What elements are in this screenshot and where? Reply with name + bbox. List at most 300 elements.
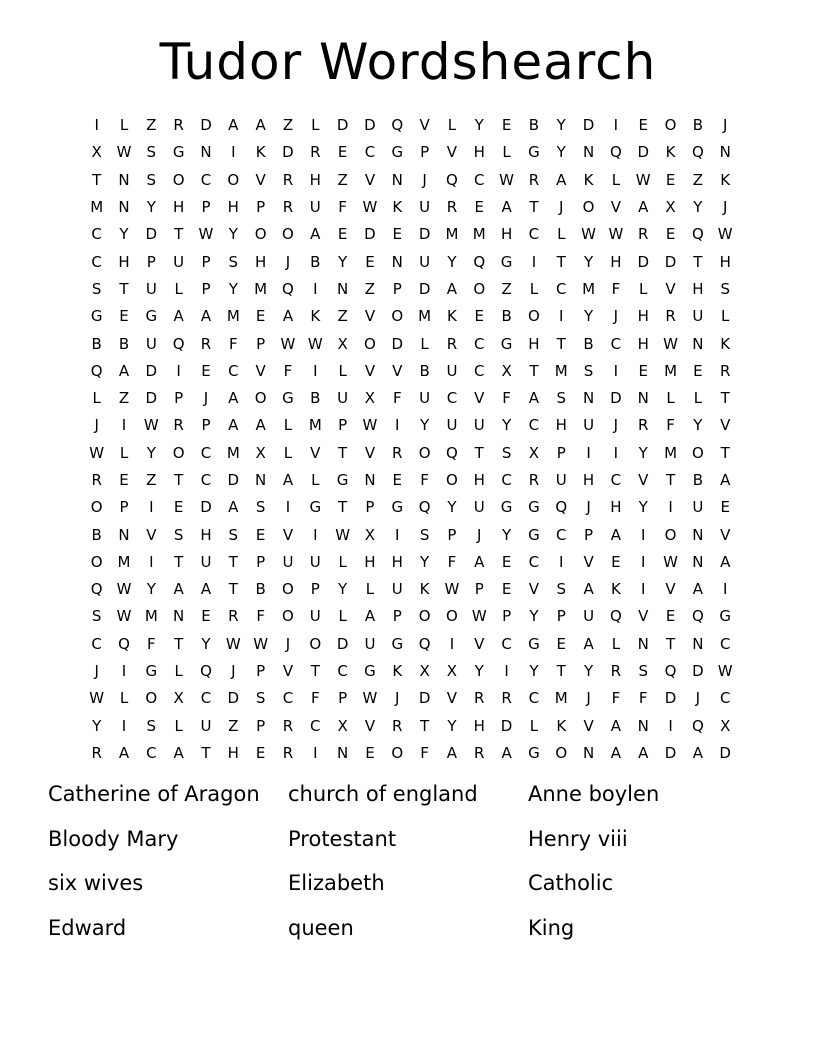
grid-letter: W [253,634,269,653]
grid-letter: Y [447,252,457,271]
grid-letter: A [228,116,239,135]
grid-letter: A [501,198,512,217]
grid-letter: L [119,689,129,708]
grid-letter: Q [418,634,431,653]
word-list-item: Bloody Mary [48,826,179,851]
grid-letter: J [203,389,209,408]
grid-letter: T [720,389,730,408]
grid-letter: U [309,552,321,571]
grid-letter: P [256,198,266,217]
grid-letter: Z [364,279,376,298]
grid-letter: L [174,279,183,298]
grid-letter: E [638,116,648,135]
grid-letter: S [173,525,184,544]
grid-letter: O [227,170,240,189]
grid-letter: M [144,607,158,626]
grid-letter: R [282,170,294,189]
grid-letter: S [91,607,102,626]
grid-letter: Z [282,116,294,135]
grid-letter: O [418,443,431,462]
grid-letter: V [364,307,376,326]
grid-letter: O [364,334,376,353]
grid-letter: T [174,634,184,653]
grid-letter: W [116,580,132,599]
grid-letter: E [720,498,730,517]
grid-letter: E [255,307,266,326]
grid-letter: N [637,634,649,653]
grid-letter: B [91,334,102,353]
grid-letter: H [610,498,622,517]
grid-letter: L [447,116,457,135]
grid-letter: A [474,552,485,571]
grid-letter: C [91,634,102,653]
grid-letter: M [472,225,486,244]
grid-row [83,440,739,467]
grid-letter: W [635,170,651,189]
grid-letter: J [285,634,291,653]
grid-letter: L [502,143,511,162]
grid-letter: E [201,607,211,626]
grid-letter: I [176,361,181,380]
grid-letter: R [665,307,676,326]
word-list-item: Anne boylen [528,782,660,806]
grid-letter: Y [583,307,594,326]
grid-letter: Z [146,116,157,135]
grid-row [83,467,739,494]
grid-letter: F [447,552,457,571]
grid-letter: I [395,525,400,544]
grid-row [83,494,739,521]
grid-letter: V [255,170,266,189]
grid-letter: L [529,716,539,735]
grid-letter: T [665,634,676,653]
grid-letter: T [228,552,238,571]
grid-letter: P [338,416,348,435]
grid-letter: U [200,552,212,571]
grid-letter: G [172,143,185,162]
word-list-item: church of england [288,782,478,806]
grid-letter: V [364,170,376,189]
grid-letter: N [118,198,130,217]
grid-letter: H [610,252,622,271]
grid-letter: T [420,716,430,735]
grid-letter: D [282,143,294,162]
grid-letter: L [639,279,648,298]
grid-letter: Z [118,389,130,408]
grid-letter: U [419,389,431,408]
grid-letter: Y [447,716,457,735]
grid-letter: O [254,225,267,244]
grid-row [83,658,739,685]
grid-letter: A [610,743,622,762]
word-list-item: Henry viii [528,826,628,851]
grid-letter: L [311,471,320,489]
grid-letter: K [610,580,621,599]
grid-letter: D [610,389,622,408]
grid-letter: Y [447,498,457,517]
grid-letter: H [692,279,704,298]
grid-letter: Y [556,143,566,162]
grid-letter: C [200,443,212,462]
grid-letter: S [583,361,594,380]
grid-letter: P [201,416,211,435]
grid-letter: W [471,607,487,626]
grid-letter: M [664,361,678,380]
grid-letter: Z [692,170,704,189]
grid-letter: G [528,743,540,762]
grid-letter: P [392,607,402,626]
grid-letter: A [173,307,184,326]
grid-letter: V [638,607,649,626]
grid-letter: R [719,361,731,380]
grid-letter: S [720,279,730,298]
grid-letter: P [392,279,402,298]
grid-letter: L [338,361,347,380]
grid-letter: A [638,198,649,217]
grid-letter: G [528,525,540,544]
grid-letter: S [228,252,239,271]
grid-letter: M [226,307,240,326]
grid-letter: B [501,307,512,326]
grid-letter: P [556,443,566,462]
grid-letter: A [118,743,130,762]
grid-letter: D [336,634,349,653]
grid-letter: C [556,279,567,298]
grid-letter: N [118,525,130,544]
grid-row [83,303,739,330]
grid-letter: F [338,198,347,217]
grid-letter: O [528,307,540,326]
grid-letter: D [637,143,649,162]
grid-letter: E [365,743,375,762]
grid-letter: P [310,580,320,599]
grid-letter: T [556,334,566,353]
grid-letter: N [391,252,403,271]
grid-letter: Y [420,416,430,435]
grid-letter: H [473,716,485,735]
grid-letter: A [200,580,212,599]
grid-row [83,603,739,630]
grid-letter: E [501,580,512,599]
grid-letter: Z [146,471,157,489]
grid-letter: G [528,634,540,653]
grid-letter: A [255,116,266,135]
grid-letter: A [720,471,731,489]
grid-letter: O [391,307,404,326]
grid-row [83,358,739,385]
grid-letter: B [419,361,430,380]
grid-letter: D [500,716,513,735]
grid-letter: Y [638,443,648,462]
grid-letter: W [362,689,378,708]
grid-letter: A [173,743,184,762]
grid-letter: W [116,607,132,626]
grid-letter: L [174,716,183,735]
grid-letter: R [392,443,403,462]
grid-letter: W [717,225,733,244]
grid-letter: V [255,361,266,380]
grid-letter: T [556,252,566,271]
grid-letter: P [420,143,430,162]
grid-letter: V [364,716,376,735]
grid-letter: N [337,743,349,762]
grid-letter: U [145,334,157,353]
grid-letter: W [335,525,351,544]
grid-letter: V [474,389,485,408]
grid-letter: V [583,552,594,571]
grid-letter: E [255,743,266,762]
grid-letter: E [337,225,348,244]
grid-letter: S [146,170,157,189]
grid-letter: F [392,389,402,408]
grid-letter: C [474,170,485,189]
grid-letter: A [228,416,239,435]
grid-letter: S [146,716,157,735]
grid-letter: Q [391,116,404,135]
grid-letter: C [474,361,485,380]
grid-letter: P [256,334,266,353]
grid-letter: V [474,634,485,653]
grid-letter: D [664,252,677,271]
grid-letter: H [309,170,321,189]
grid-letter: C [474,334,485,353]
grid-letter: I [313,361,318,380]
grid-letter: T [310,662,320,681]
grid-letter: I [313,525,318,544]
grid-letter: U [309,607,321,626]
grid-letter: O [172,443,185,462]
grid-row [83,631,739,658]
grid-letter: G [90,307,103,326]
grid-letter: U [555,471,567,489]
grid-letter: C [91,225,102,244]
grid-letter: E [392,471,403,489]
grid-letter: G [391,498,404,517]
grid-letter: A [282,307,294,326]
grid-letter: X [91,143,102,162]
grid-letter: I [641,580,646,599]
grid-letter: I [559,307,564,326]
grid-letter: H [473,143,485,162]
grid-letter: F [147,634,156,653]
grid-letter: T [665,471,676,489]
grid-letter: U [473,498,485,517]
grid-letter: I [121,716,127,735]
grid-letter: R [474,689,485,708]
grid-letter: P [474,580,484,599]
grid-letter: C [556,525,567,544]
grid-letter: V [720,416,731,435]
grid-letter: H [254,252,267,271]
grid-letter: T [92,170,102,189]
grid-letter: N [692,334,704,353]
grid-letter: Y [146,443,156,462]
grid-letter: X [337,334,348,353]
grid-letter: O [309,634,322,653]
grid-row [83,412,739,439]
grid-letter: B [528,116,540,135]
grid-letter: J [231,662,236,681]
grid-letter: O [282,580,294,599]
grid-letter: I [641,525,646,544]
grid-letter: A [200,307,212,326]
grid-letter: N [719,143,731,162]
grid-letter: S [255,498,266,517]
grid-letter: O [145,689,158,708]
grid-letter: W [581,225,596,244]
grid-letter: R [282,198,294,217]
grid-letter: T [556,662,566,681]
grid-letter: T [228,580,238,599]
grid-letter: C [719,689,731,708]
grid-letter: R [638,416,649,435]
grid-letter: W [663,334,678,353]
grid-letter: Q [473,252,486,271]
grid-letter: O [473,279,486,298]
grid-letter: F [228,334,238,353]
grid-letter: A [446,743,458,762]
grid-letter: C [610,471,622,489]
grid-letter: A [610,525,622,544]
grid-letter: E [665,225,676,244]
grid-letter: E [119,307,129,326]
grid-letter: H [227,198,239,217]
grid-letter: R [282,716,294,735]
grid-letter: I [94,116,99,135]
grid-letter: E [501,552,512,571]
grid-letter: H [173,198,185,217]
grid-letter: C [146,743,157,762]
grid-letter: I [149,498,154,517]
grid-letter: R [91,743,102,762]
grid-letter: P [447,525,457,544]
word-list-item: six wives [48,871,144,896]
grid-letter: H [528,334,540,353]
page-title: Tudor Wordshearch [159,33,657,91]
grid-letter: I [231,143,236,162]
grid-letter: T [529,198,539,217]
grid-letter: M [308,416,322,435]
grid-letter: D [418,689,431,708]
grid-letter: G [500,252,513,271]
grid-letter: C [310,716,321,735]
word-list-item: King [528,916,575,941]
grid-letter: H [719,252,731,271]
grid-letter: E [255,525,266,544]
grid-letter: C [200,170,212,189]
grid-letter: E [638,361,648,380]
grid-letter: Y [201,634,211,653]
grid-letter: U [145,279,157,298]
grid-letter: N [582,743,595,762]
grid-letter: G [282,389,294,408]
grid-letter: R [528,170,540,189]
grid-letter: L [529,279,539,298]
grid-letter: X [446,662,458,681]
grid-letter: O [90,498,103,517]
grid-letter: D [145,225,158,244]
grid-letter: N [364,471,376,489]
grid-letter: V [720,525,731,544]
grid-letter: J [395,689,400,708]
grid-letter: U [583,607,595,626]
grid-letter: U [337,389,349,408]
grid-letter: I [586,443,591,462]
grid-letter: E [474,307,484,326]
grid-letter: N [391,170,403,189]
grid-letter: V [638,471,649,489]
grid-letter: D [364,225,376,244]
grid-letter: X [720,716,731,735]
grid-letter: K [419,580,430,599]
grid-letter: H [637,334,649,353]
grid-row [83,167,739,194]
grid-letter: A [310,225,321,244]
grid-letter: U [173,252,185,271]
grid-letter: B [692,471,704,489]
grid-letter: Q [418,498,431,517]
grid-letter: N [637,716,649,735]
grid-letter: A [228,389,239,408]
grid-letter: I [504,662,509,681]
grid-letter: L [119,116,129,135]
grid-letter: G [145,307,158,326]
grid-letter: Q [446,443,458,462]
grid-letter: W [663,552,678,571]
grid-letter: O [691,443,704,462]
grid-letter: S [556,389,566,408]
grid-letter: V [282,525,294,544]
grid-letter: Y [529,662,539,681]
grid-letter: V [665,279,676,298]
grid-letter: H [473,471,485,489]
grid-letter: T [174,225,184,244]
grid-letter: R [310,143,321,162]
grid-letter: O [282,607,294,626]
grid-letter: N [692,525,704,544]
grid-letter: W [362,416,378,435]
grid-letter: R [528,471,540,489]
grid-letter: I [641,552,646,571]
grid-letter: F [611,689,621,708]
grid-letter: V [364,361,376,380]
grid-letter: P [365,498,375,517]
grid-letter: R [228,607,239,626]
grid-letter: T [174,471,184,489]
grid-letter: Y [583,252,594,271]
grid-letter: L [92,389,101,408]
grid-letter: N [337,279,349,298]
grid-letter: K [447,307,457,326]
grid-letter: E [392,225,403,244]
grid-letter: D [582,116,595,135]
grid-letter: J [477,525,482,544]
grid-letter: G [364,662,376,681]
grid-letter: Y [693,416,703,435]
grid-letter: F [420,743,429,762]
grid-letter: G [391,634,404,653]
grid-letter: L [365,580,375,599]
grid-letter: V [392,361,403,380]
grid-letter: O [446,471,458,489]
grid-letter: C [501,634,512,653]
grid-letter: S [501,443,512,462]
grid-letter: H [582,471,595,489]
grid-letter: E [611,552,621,571]
grid-letter: X [419,662,430,681]
grid-letter: G [336,471,349,489]
grid-letter: A [446,279,458,298]
